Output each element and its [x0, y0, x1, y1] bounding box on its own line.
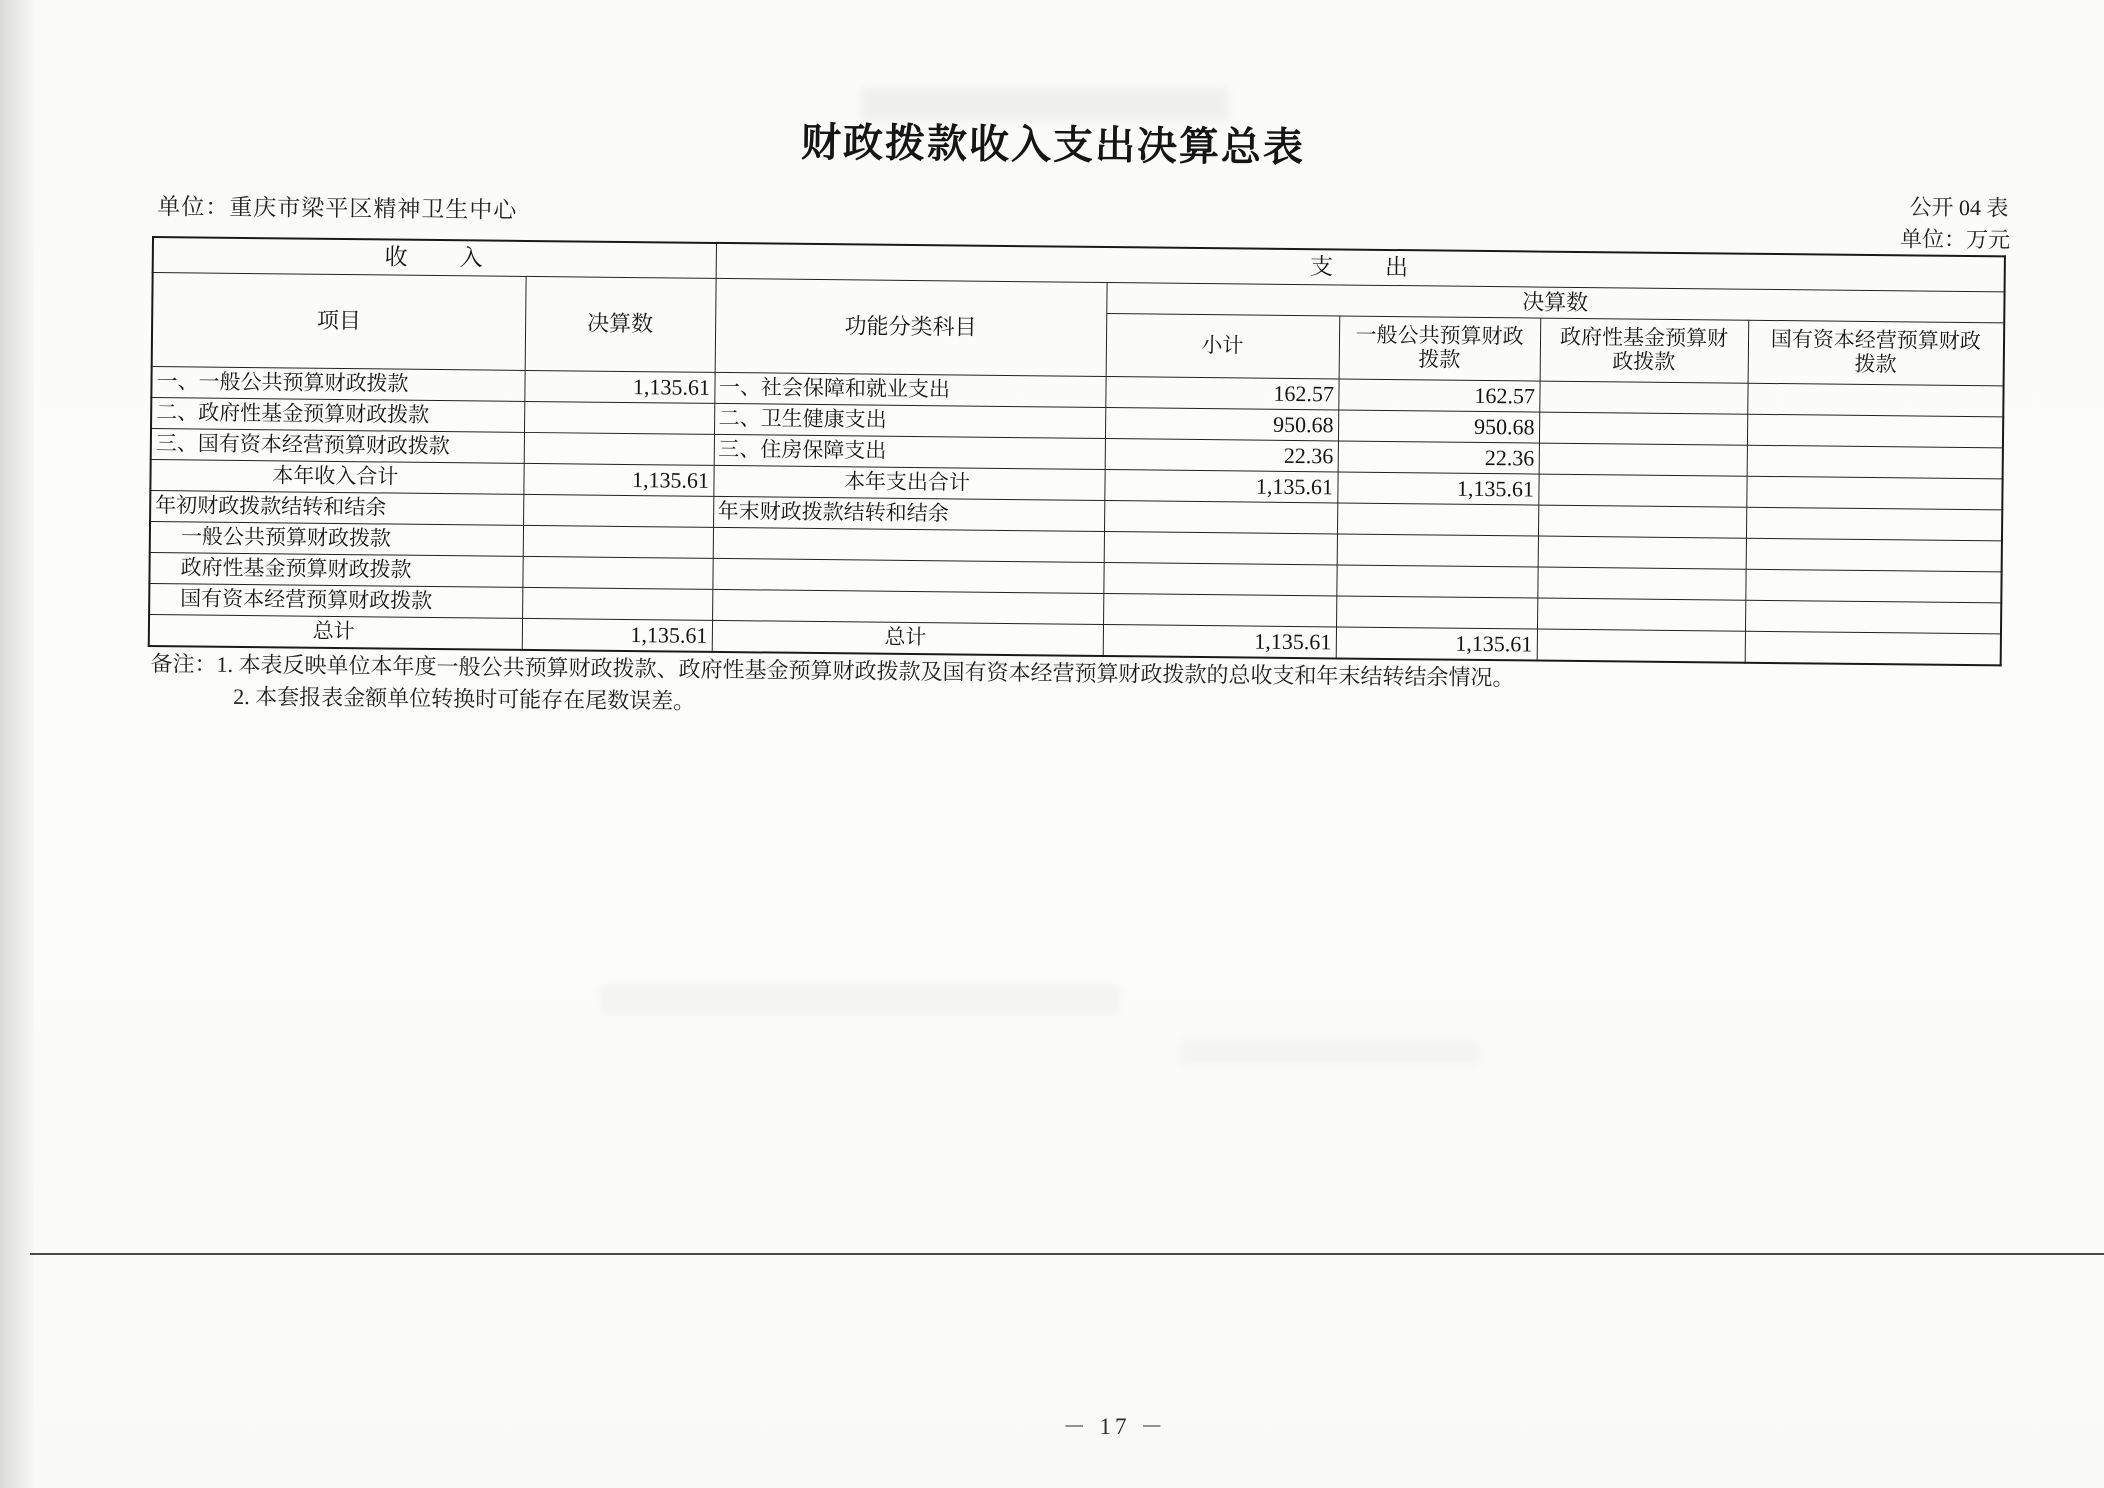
expense-subtotal-cell	[1104, 501, 1337, 534]
expense-general-public-cell: 22.36	[1338, 441, 1539, 474]
expense-item-cell: 年末财政拨款结转和结余	[713, 496, 1104, 531]
column-header-general-public: 一般公共预算财政拨款	[1339, 316, 1541, 381]
expense-state-capital-cell	[1747, 445, 2003, 479]
expense-general-public-cell: 1,135.61	[1336, 627, 1537, 661]
expense-state-capital-cell	[1747, 414, 2003, 448]
fiscal-appropriation-table	[148, 236, 2006, 666]
income-value-cell: 1,135.61	[523, 463, 713, 496]
expense-general-public-cell	[1336, 596, 1537, 629]
expense-state-capital-cell	[1746, 538, 2002, 572]
expense-general-public-cell: 950.68	[1338, 410, 1539, 443]
column-header-final-amount: 决算数	[525, 276, 716, 372]
expense-state-capital-cell	[1747, 383, 2003, 417]
income-value-cell	[524, 432, 714, 465]
income-value-cell	[522, 587, 712, 620]
expense-govt-fund-cell	[1538, 536, 1746, 569]
expense-general-public-cell: 1,135.61	[1337, 472, 1538, 505]
expense-subtotal-cell: 950.68	[1105, 408, 1338, 441]
expense-govt-fund-cell	[1538, 474, 1746, 507]
expense-item-cell	[713, 527, 1104, 562]
expense-state-capital-cell	[1746, 476, 2002, 510]
expense-govt-fund-cell	[1539, 412, 1747, 445]
bottom-divider-line	[30, 1253, 2104, 1255]
income-section-header: 收 入	[153, 237, 716, 278]
expense-item-cell	[712, 589, 1103, 624]
income-item-cell: 政府性基金预算财政拨款	[149, 553, 522, 588]
column-header-govt-fund: 政府性基金预算财政拨款	[1540, 318, 1749, 383]
expense-govt-fund-cell	[1539, 381, 1747, 414]
column-header-state-capital: 国有资本经营预算财政拨款	[1748, 320, 2005, 386]
footnote-1: 备注：1. 本表反映单位本年度一般公共预算财政拨款、政府性基金预算财政拨款及国有资本经营预算财政拨款的总收支和年末结转结余情况。	[150, 651, 1515, 691]
expense-govt-fund-cell	[1538, 505, 1746, 538]
expense-item-cell: 本年支出合计	[713, 465, 1104, 500]
reporting-unit-label: 单位：重庆市梁平区精神卫生中心	[157, 194, 518, 223]
expense-general-public-cell: 162.57	[1338, 379, 1539, 412]
expense-item-cell: 二、卫生健康支出	[714, 403, 1105, 438]
expense-govt-fund-cell	[1539, 443, 1747, 476]
income-item-cell: 年初财政拨款结转和结余	[150, 491, 523, 526]
expense-item-cell: 一、社会保障和就业支出	[714, 372, 1105, 407]
income-value-cell	[524, 401, 714, 434]
income-value-cell: 1,135.61	[522, 618, 712, 651]
income-item-cell: 一般公共预算财政拨款	[150, 522, 523, 557]
expense-subtotal-cell: 162.57	[1105, 377, 1338, 410]
expense-govt-fund-cell	[1537, 598, 1745, 631]
expense-general-public-cell	[1337, 503, 1538, 536]
expense-subtotal-cell	[1103, 563, 1336, 596]
expense-item-cell: 总计	[712, 620, 1103, 656]
expense-subtotal-cell	[1103, 594, 1336, 627]
expense-subtotal-cell: 1,135.61	[1103, 625, 1336, 659]
table-code-label: 公开 04 表	[1909, 194, 2009, 221]
income-value-cell	[522, 556, 712, 589]
column-header-functional-subject: 功能分类科目	[715, 278, 1107, 376]
page-title: 财政拨款收入支出决算总表	[800, 119, 1306, 171]
expense-govt-fund-cell	[1537, 629, 1745, 663]
column-header-final-amount-group: 决算数	[1106, 283, 2004, 323]
expense-item-cell	[712, 558, 1103, 593]
income-item-cell: 三、国有资本经营预算财政拨款	[151, 429, 524, 464]
expense-subtotal-cell: 1,135.61	[1104, 470, 1337, 503]
expense-section-header: 支 出	[716, 243, 2005, 292]
income-item-cell: 总计	[149, 615, 522, 650]
income-item-cell: 国有资本经营预算财政拨款	[149, 584, 522, 619]
expense-state-capital-cell	[1746, 507, 2002, 541]
expense-state-capital-cell	[1745, 569, 2001, 603]
income-value-cell	[523, 494, 713, 527]
income-item-cell: 本年收入合计	[150, 460, 523, 495]
page-number: － 17 －	[1062, 1414, 1168, 1439]
column-header-item: 项目	[152, 273, 526, 371]
footnote-2: 2. 本套报表金额单位转换时可能存在尾数误差。	[233, 683, 696, 714]
income-item-cell: 一、一般公共预算财政拨款	[151, 367, 524, 402]
expense-subtotal-cell	[1104, 532, 1337, 565]
income-item-cell: 二、政府性基金预算财政拨款	[151, 398, 524, 433]
column-header-subtotal: 小计	[1106, 314, 1340, 379]
expense-state-capital-cell	[1745, 631, 2001, 665]
income-value-cell: 1,135.61	[524, 370, 714, 403]
expense-general-public-cell	[1336, 565, 1537, 598]
expense-general-public-cell	[1337, 534, 1538, 567]
income-value-cell	[523, 525, 713, 558]
expense-item-cell: 三、住房保障支出	[714, 434, 1105, 469]
expense-govt-fund-cell	[1537, 567, 1745, 600]
money-unit-label: 单位：万元	[1899, 226, 2011, 253]
expense-state-capital-cell	[1745, 600, 2001, 634]
expense-subtotal-cell: 22.36	[1105, 439, 1338, 472]
